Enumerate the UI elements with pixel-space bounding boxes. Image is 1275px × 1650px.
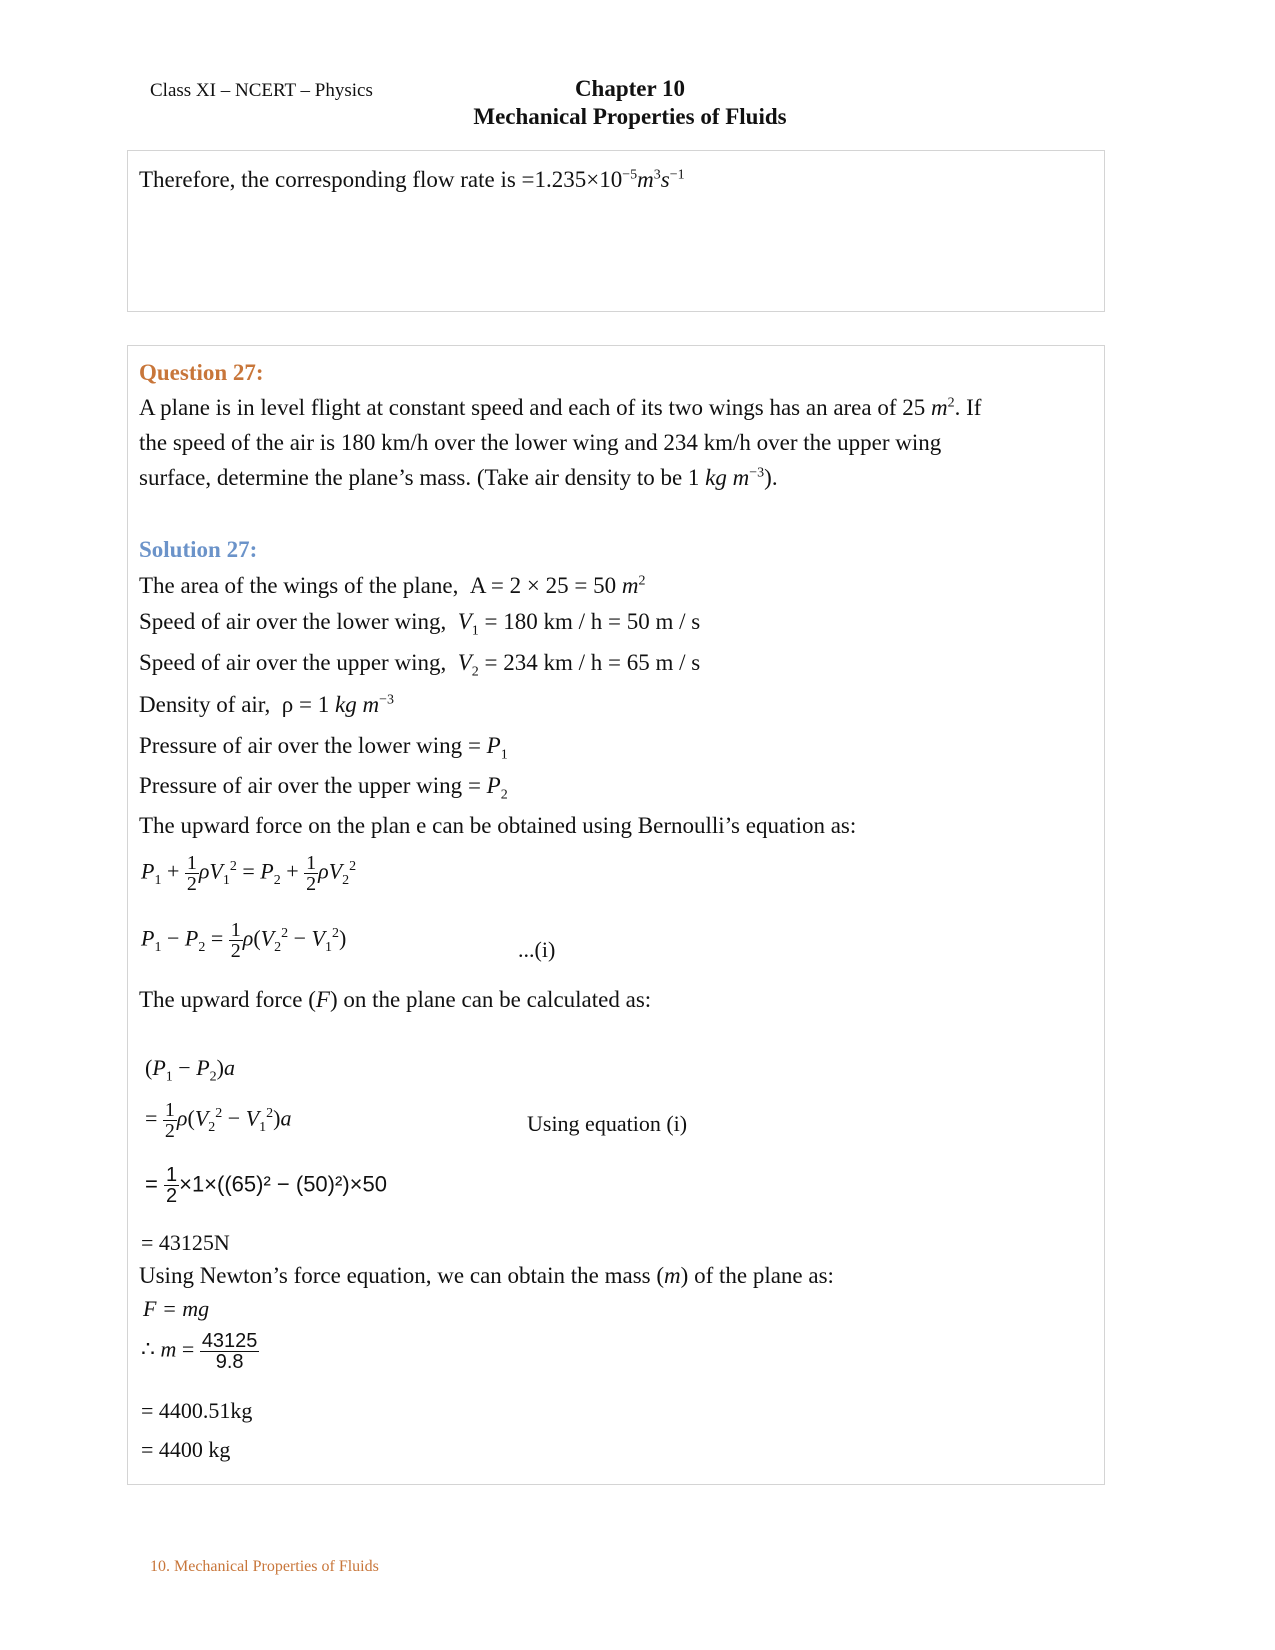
v1-equation: = 180 km / h = 50 m / s [484,609,701,634]
question-line-3-text: surface, determine the plane’s mass. (Take air density to be 1 [139,465,706,490]
unit-s: s [660,167,670,192]
force-result: = 43125N [141,1230,230,1255]
area-label: The area of the wings of the plane, [139,573,459,598]
v2-equation: = 234 km / h = 65 m / s [484,650,701,675]
page-footer: 10. Mechanical Properties of Fluids [150,1558,379,1575]
using-equation-note: Using equation (i) [527,1111,688,1136]
header-class-label: Class XI – NCERT – Physics [150,80,373,101]
mass-fraction-line: ∴ m = $\frac{43125}{9.8}$ [141,1330,258,1373]
flow-rate-prefix: Therefore, the corresponding flow rate is [139,167,522,192]
v1-line: Speed of air over the lower wing, $V_1 = 180$ km / h = 50 m / s [139,609,701,639]
force-intro-b: ) on the plane can be calculated as: [329,987,652,1012]
flow-rate-value: =1.235×10 [521,167,623,192]
pressure-difference-equation: $P_1 - P_2$ = $\frac{1}{2}$ $\rho(V_2^2 - V_1^2)$ [141,919,347,962]
newton-equation: F = mg [143,1296,210,1321]
v2-label: Speed of air over the upper wing, [139,650,447,675]
newton-intro-a: Using Newton’s force equation, we can obtain the mass ( [139,1263,665,1288]
force-calc-numbers: ×1×((65)² − (50)²)×50 [179,1171,387,1197]
p1-line: Pressure of air over the lower wing = $P_1$ [139,733,508,763]
question-line-1: A plane is in level flight at constant speed and each of its two wings has an area of 25 $m^2$. If [139,395,982,420]
flow-rate-line [139,167,685,193]
mass-numerator: 43125 [201,1330,258,1352]
bernoulli-equation: $P_1$ + $\frac{1}{2}$ $\rho V_1^2 = P_2$ + $\frac{1}{2}$ $\rho V_2^2$ [141,852,357,895]
unit-m-exp: 3 [653,167,661,183]
force-intro: The upward force (F) on the plane can be calculated as: [139,987,652,1012]
p1-label: Pressure of air over the lower wing [139,733,463,758]
mass-denominator: 9.8 [215,1351,244,1373]
v1-label: Speed of air over the lower wing, [139,609,447,634]
bernoulli-intro: The upward force on the plan e can be obtained using Bernoulli’s equation as: [139,813,857,838]
mass-result-1: = 4400.51kg [141,1398,253,1423]
question-line-1-text: A plane is in level flight at constant speed and each of its two wings has an area of 25 [139,395,932,420]
area-equation: A = 2 × 25 = 50 [469,573,617,598]
unit-s-exp: −1 [669,167,685,183]
question-solution-box [127,345,1105,1485]
equation-ref: ...(i) [518,937,556,962]
p2-label: Pressure of air over the upper wing [139,773,463,798]
p2-line: Pressure of air over the upper wing = $P_2$ [139,773,508,803]
question-line-3-end: ). [764,465,778,490]
force-step-1: $(P_1 - P_2)a$ [145,1055,235,1085]
newton-intro: Using Newton’s force equation, we can obtain the mass (m) of the plane as: [139,1263,834,1288]
force-step-2: = $\frac{1}{2}$ $\rho(V_2^2 - V_1^2)a$ [145,1099,292,1142]
force-intro-a: The upward force ( [139,987,316,1012]
density-label: Density of air, [139,692,271,717]
question-heading: Question 27: [139,360,264,385]
chapter-title: Mechanical Properties of Fluids [473,104,787,129]
density-line: Density of air, ρ = 1 kg $m^{-3}$ [139,692,394,717]
v2-line: Speed of air over the upper wing, $V_2 = 234$ km / h = 65 m / s [139,650,701,680]
question-line-3: surface, determine the plane’s mass. (Take air density to be 1 kg $m^{-3}$). [139,465,778,490]
unit-m: m [637,167,654,192]
flow-rate-exp: −5 [622,167,638,183]
solution-heading: Solution 27: [139,537,258,562]
chapter-number: Chapter 10 [574,76,686,101]
density-equation: ρ = 1 [281,692,330,717]
question-line-1-end: . If [954,395,982,420]
mass-result-2: = 4400 kg [141,1437,231,1462]
area-line: The area of the wings of the plane, A = 2 × 25 = 50 $m^2$ [139,573,646,598]
question-line-2: the speed of the air is 180 km/h over the lower wing and 234 km/h over the upper wing [139,430,942,455]
force-step-3: = $\frac{1}{2}$ ×1×((65)² − (50)²)×50 [145,1164,387,1207]
newton-intro-b: ) of the plane as: [680,1263,834,1288]
